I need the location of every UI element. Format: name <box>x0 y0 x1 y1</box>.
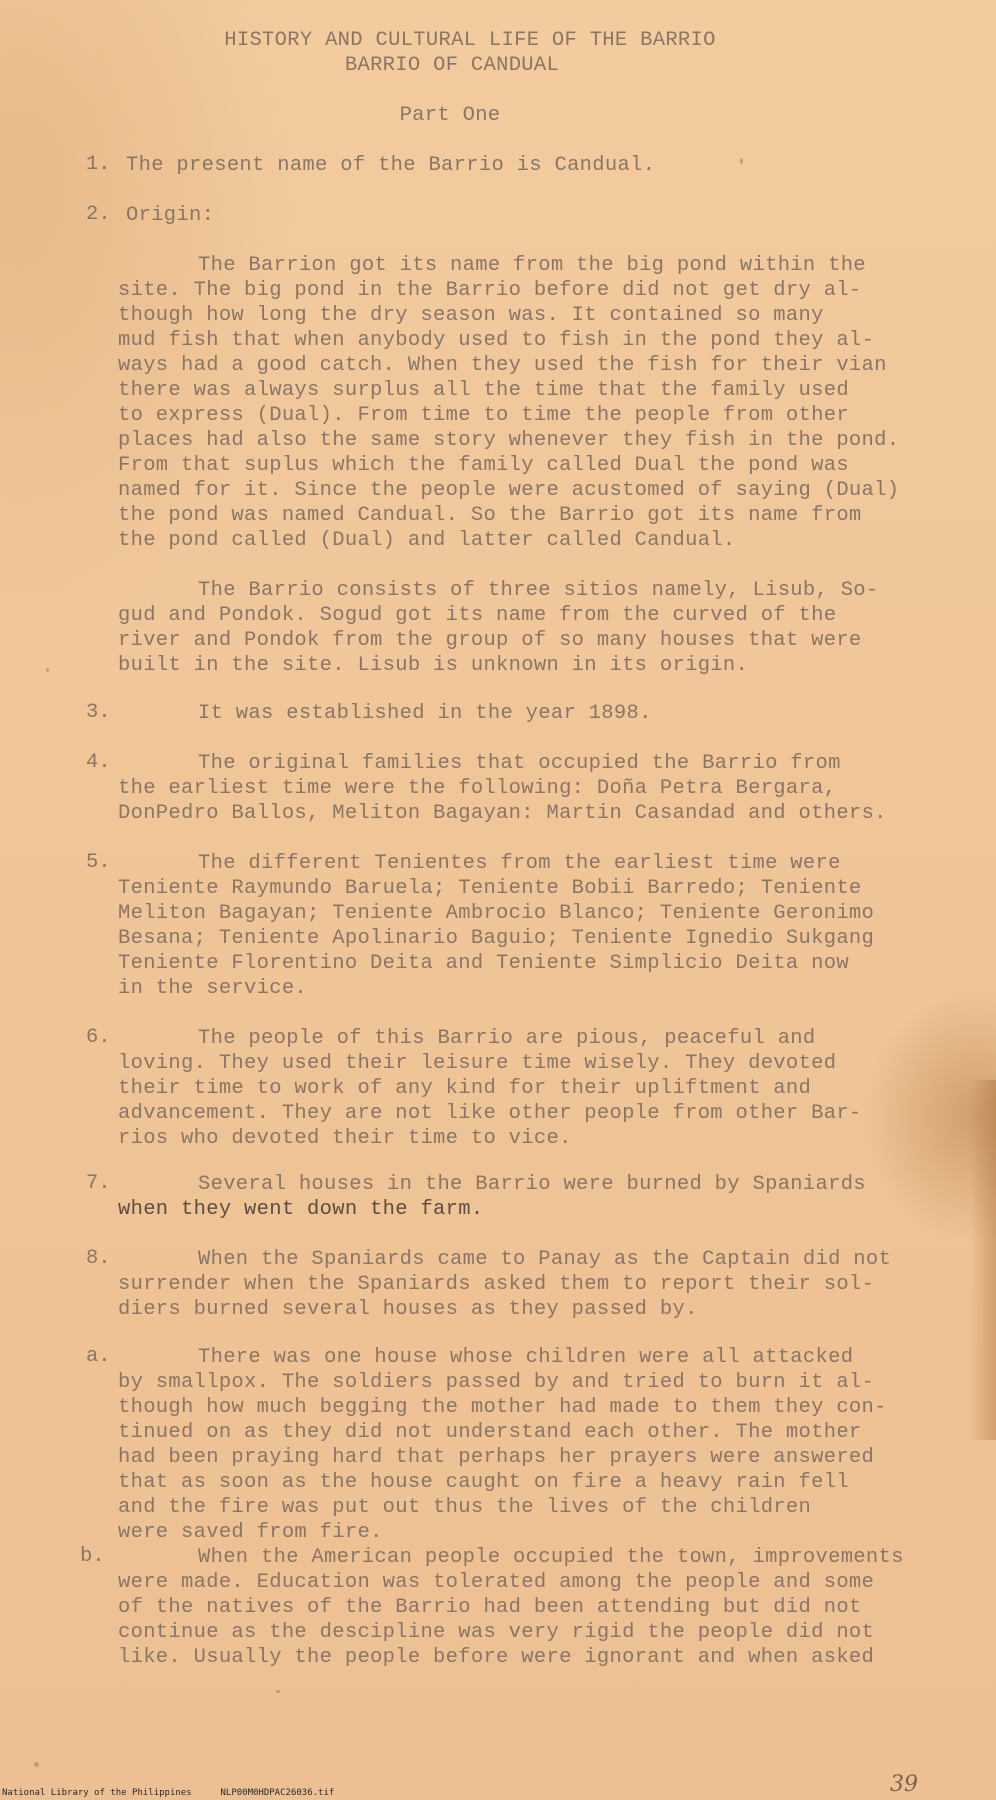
item-line: their time to work of any kind for their upliftment and <box>118 1077 812 1100</box>
paragraph-line: From that suplus which the family called Dual the pond was <box>118 454 849 477</box>
paragraph-line: The Barrion got its name from the big pond within the <box>198 254 866 277</box>
paragraph-line: gud and Pondok. Sogud got its name from the curved of the <box>118 604 837 627</box>
paragraph-line: site. The big pond in the Barrio before did not get dry al- <box>118 279 862 302</box>
document-subtitle: BARRIO OF CANDUAL <box>344 54 560 77</box>
item-line: Several houses in the Barrio were burned by Spaniards <box>198 1173 866 1196</box>
item-line: When the Spaniards came to Panay as the Captain did not <box>198 1248 892 1271</box>
page-number: 39 <box>890 1772 918 1797</box>
item-line: Teniente Raymundo Baruela; Teniente Bobii Barredo; Teniente <box>118 877 862 900</box>
item-number: a. <box>86 1345 111 1368</box>
item-line: surrender when the Spaniards asked them to report their sol- <box>118 1273 875 1296</box>
scan-footer <box>2 1788 334 1798</box>
paper-speck <box>276 1690 280 1693</box>
part-heading: Part One <box>399 104 501 127</box>
item-number: 6. <box>86 1026 111 1049</box>
paragraph-line: to express (Dual). From time to time the people from other <box>118 404 849 427</box>
paragraph-line: places had also the same story whenever they fish in the pond. <box>118 429 900 452</box>
item-line: were made. Education was tolerated among the people and some <box>118 1571 875 1594</box>
file-name: NLP00M0HDPAC26036.tif <box>220 1788 335 1798</box>
item-line: when they went down the farm. <box>118 1198 484 1221</box>
paper-speck <box>34 1762 39 1767</box>
paragraph-line: mud fish that when anybody used to fish in the pond they al- <box>118 329 875 352</box>
paper-speck <box>740 158 743 164</box>
item-heading: Origin: <box>126 204 215 227</box>
item-line: though how much begging the mother had made to them they con- <box>118 1396 887 1419</box>
item-line: loving. They used their leisure time wisely. They devoted <box>118 1052 837 1075</box>
item-line: There was one house whose children were all attacked <box>198 1346 854 1369</box>
edge-stain <box>970 1080 996 1440</box>
item-line: continue as the descipline was very rigid the people did not <box>118 1621 875 1644</box>
item-line: by smallpox. The soldiers passed by and tried to burn it al- <box>118 1371 875 1394</box>
item-number: 2. <box>86 203 111 226</box>
item-line: advancement. They are not like other people from other Bar- <box>118 1102 862 1125</box>
item-number: 5. <box>86 851 111 874</box>
paragraph-line: ways had a good catch. When they used the fish for their vian <box>118 354 887 377</box>
paragraph-line: named for it. Since the people were acustomed of saying (Dual) <box>118 479 900 502</box>
paragraph-line: The Barrio consists of three sitios namely, Lisub, So- <box>198 579 879 602</box>
paragraph-line: built in the site. Lisub is unknown in its origin. <box>118 654 749 677</box>
item-line: DonPedro Ballos, Meliton Bagayan: Martin Casandad and others. <box>118 802 887 825</box>
item-line: It was established in the year 1898. <box>198 702 652 725</box>
item-number: 1. <box>86 153 111 176</box>
item-number: 8. <box>86 1247 111 1270</box>
document-title: HISTORY AND CULTURAL LIFE OF THE BARRIO <box>224 29 716 52</box>
item-line: rios who devoted their time to vice. <box>118 1127 572 1150</box>
item-line: of the natives of the Barrio had been attending but did not <box>118 1596 862 1619</box>
paragraph-line: the pond was named Candual. So the Barrio got its name from <box>118 504 862 527</box>
paper-speck <box>46 668 49 672</box>
paragraph-line: though how long the dry season was. It contained so many <box>118 304 824 327</box>
item-line: the earliest time were the following: Doña Petra Bergara, <box>118 777 837 800</box>
item-line: in the service. <box>118 977 308 1000</box>
item-line: were saved from fire. <box>118 1521 383 1544</box>
item-line: tinued on as they did not understand each other. The mother <box>118 1421 862 1444</box>
item-line: The different Tenientes from the earliest time were <box>198 852 841 875</box>
item-number: 4. <box>86 751 111 774</box>
item-line: Teniente Florentino Deita and Teniente Simplicio Deita now <box>118 952 849 975</box>
item-line: Besana; Teniente Apolinario Baguio; Teniente Ignedio Sukgang <box>118 927 875 950</box>
item-line: The present name of the Barrio is Candual. <box>126 154 656 177</box>
item-number: b. <box>80 1545 105 1568</box>
item-line: and the fire was put out thus the lives of the children <box>118 1496 812 1519</box>
paragraph-line: there was always surplus all the time that the family used <box>118 379 849 402</box>
item-line: like. Usually the people before were ignorant and when asked <box>118 1646 875 1669</box>
item-line: The people of this Barrio are pious, peaceful and <box>198 1027 816 1050</box>
item-line: had been praying hard that perhaps her prayers were answered <box>118 1446 875 1469</box>
item-number: 3. <box>86 701 111 724</box>
item-line: The original families that occupied the Barrio from <box>198 752 841 775</box>
item-number: 7. <box>86 1172 111 1195</box>
item-line: Meliton Bagayan; Teniente Ambrocio Blanco; Teniente Geronimo <box>118 902 875 925</box>
paragraph-line: river and Pondok from the group of so many houses that were <box>118 629 862 652</box>
item-line: When the American people occupied the town, improvements <box>198 1546 904 1569</box>
item-line: that as soon as the house caught on fire a heavy rain fell <box>118 1471 849 1494</box>
paragraph-line: the pond called (Dual) and latter called Candual. <box>118 529 736 552</box>
library-name: National Library of the Philippines <box>2 1788 192 1798</box>
item-line: diers burned several houses as they passed by. <box>118 1298 698 1321</box>
